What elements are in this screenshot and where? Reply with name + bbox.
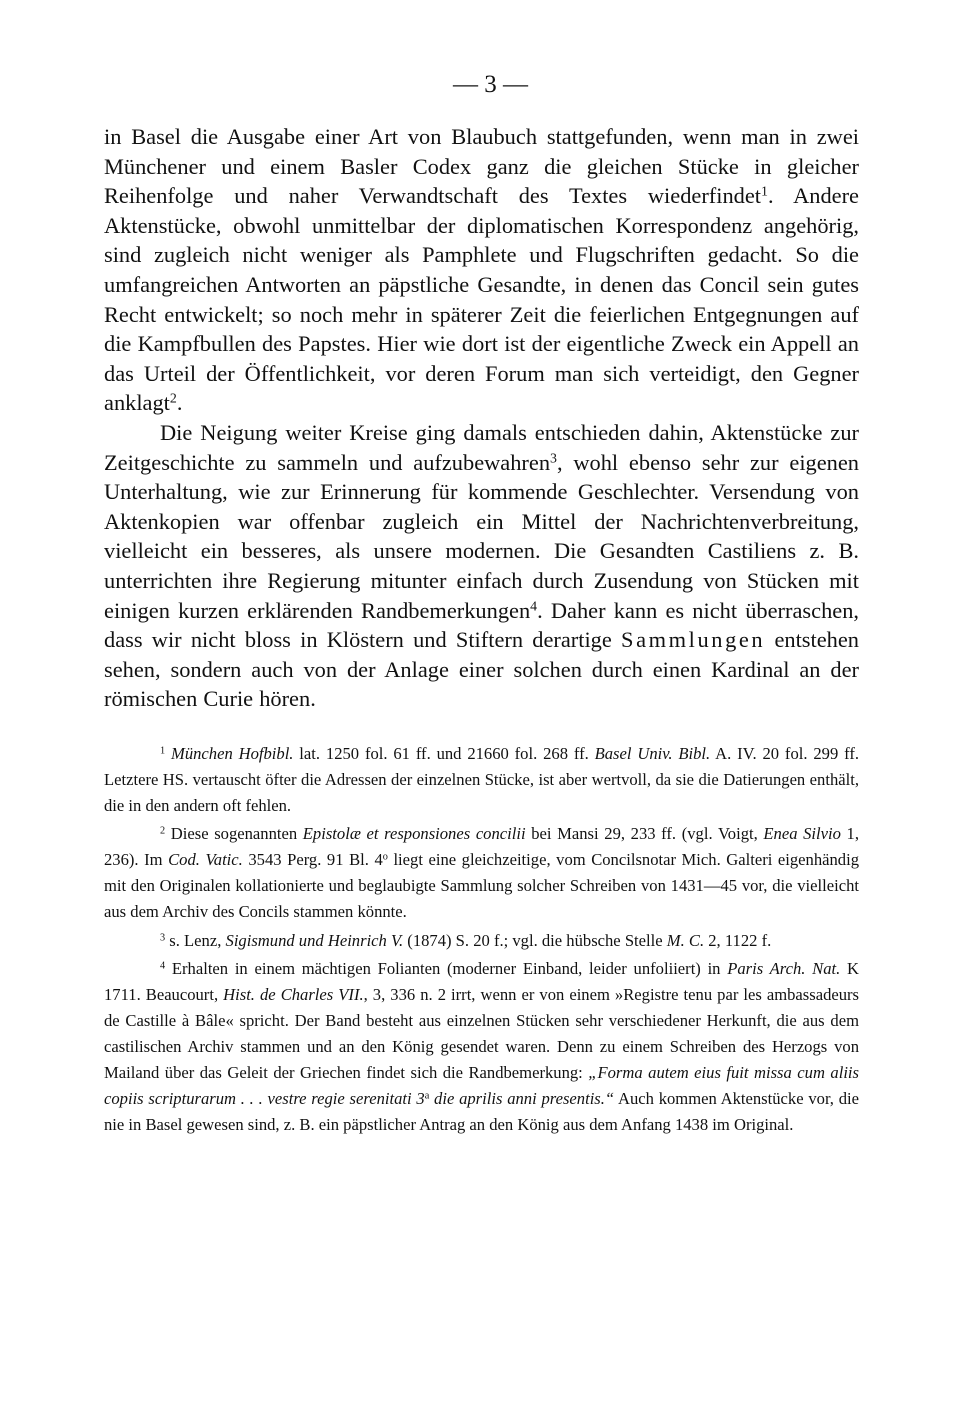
page-number: — 3 — (453, 71, 528, 98)
footnote-2: $^2$ Diese sogenannten Epistolæ et responsiones concilii bei Mansi 29, 233 ff. (vgl. Voigt, Enea Silvio 1, 236). Im Cod. Vatic. 3543 Perg. 91 Bl. 4$^o$ liegt eine gleichzeitige, vom Concilsnotar Mich. Galteri eigenhändig mit den Originalen kollationierte und beglaubigte Sammlung solcher Schreiben von 1431—45 vor, die vielleicht aus dem Archiv des Concils stammen könnte. (104, 824, 860, 922)
footnote-ref-3: 3 (550, 450, 557, 466)
footnote-ref-2: 2 (169, 391, 177, 407)
footnotes (104, 741, 859, 1138)
footnote-ref-1: 1 (761, 184, 768, 200)
paragraph-2: Die Neigung weiter Kreise ging damals entschieden dahin, Aktenstücke zur Zeitgeschichte zu sammeln und aufzubewahren$^3$, wohl ebenso sehr zur eigenen Unterhaltung, wie zur Erinnerung für kommende Geschlechter. Versendung von Aktenkopien war offenbar zugleich ein Mittel der Nachrichtenverbreitung, vielleicht ein besseres, als unsere modernen. Die Gesandten Castiliens z. B. unterrichten ihre Regierung mitunter einfach durch Zusendung von Stücken mit einigen kurzen erklärenden Randbemerkungen$^4$. Daher kann es nicht überraschen, dass wir nicht bloss in Klöstern und Stiftern derartige Sammlungen entstehen sehen, sondern auch von der Anlage einer solchen durch einen Kardinal an der römischen Curie hören. (104, 419, 859, 712)
footnote-4: $^4$ Erhalten in einem mächtigen Folianten (moderner Einband, leider unfoliiert) in Paris Arch. Nat. K 1711. Beaucourt, Hist. de Charles VII., 3, 336 n. 2 irrt, wenn er von einem »Registre tenu par les ambassadeurs de Castille à Bâle« spricht. Der Band besteht aus einzelnen Stücken sehr verschiedener Herkunft, die aus dem castilischen Archiv stammen und an den König gesendet waren. Denn zu einem Schreiben des Herzogs von Mailand über das Geleit der Griechen findet sich die Randbemerkung: „Forma autem eius fuit missa cum aliis copiis scripturarum . . . vestre regie serenitati 3$^a$ die aprilis anni presentis.“ Auch kommen Aktenstücke vor, die nie in Basel gewesen sind, z. B. ein päpstlicher Antrag an den König aus dem Anfang 1438 im Original. (104, 958, 860, 1135)
footnote-3: $^3$ s. Lenz, Sigismund und Heinrich V. (1874) S. 20 f.; vgl. die hübsche Stelle M. C. 2, 1122 f. (160, 930, 772, 950)
footnote-1: $^1$ München Hofbibl. lat. 1250 fol. 61 ff. und 21660 fol. 268 ff. Basel Univ. Bibl. A. IV. 20 fol. 299 ff. Letztere HS. vertauscht öfter die Adressen der einzelnen Stücke, ist aber wertvoll, da sie die Datierungen enthält, die in den andern oft fehlen. (104, 743, 859, 816)
page (104, 70, 859, 1140)
paragraph-1: in Basel die Ausgabe einer Art von Blaubuch stattgefunden, wenn man in zwei Münchener und einem Basler Codex ganz die gleichen Stücke in gleicher Reihenfolge und naher Verwandtschaft des Textes wiederfindet$^1$. Andere Aktenstücke, obwohl unmittelbar der diplomatischen Korrespondenz angehörig, sind zugleich nicht weniger als Pamphlete und Flugschriften gedacht. So die umfangreichen Antworten an päpstliche Gesandte, in denen das Concil sein gutes Recht entwickelt; so noch mehr in späterer Zeit die feierlichen Entgegnungen auf die Kampfbullen des Papstes. Hier wie dort ist der eigentliche Zweck ein Appell an das Urteil der Öffentlichkeit, vor deren Forum man sich verteidigt, den Gegner anklagt$^2$. (104, 124, 859, 416)
spaced-word: Sammlungen (621, 627, 766, 653)
footnote-ref-4: 4 (530, 598, 538, 614)
main-text (104, 122, 859, 714)
